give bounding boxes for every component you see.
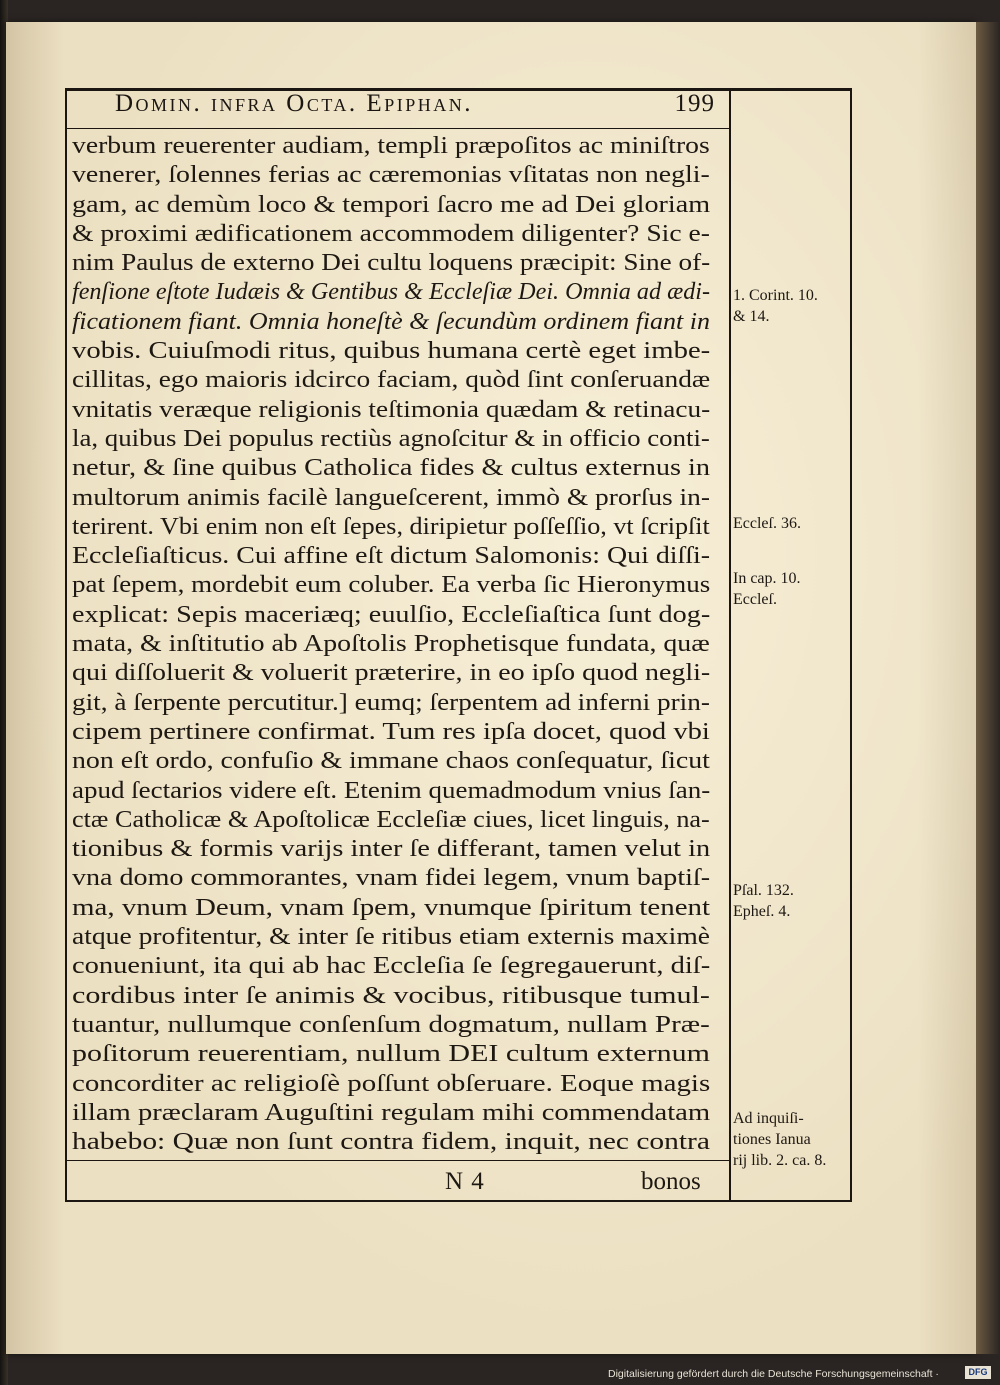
marginal-note-line: In cap. 10.	[733, 570, 801, 587]
text-line: git, à ſerpente percutitur.] eumq; ſerpentem ad inferni prin-	[72, 688, 710, 716]
text-line: pat ſepem, mordebit eum coluber. Ea verba ſic Hieronymus	[72, 571, 711, 599]
text-line: & proximi ædificationem accommodem diligenter? Sic e-	[72, 219, 710, 247]
text-line: concorditer ac religioſè poſſunt obſeruare. Eoque magis	[72, 1069, 711, 1097]
text-line: ctæ Catholicæ & Apoſtolicæ Eccleſiæ ciues, licet linguis, na-	[72, 805, 710, 833]
marginal-note-line: Eccleſ.	[733, 591, 777, 608]
marginal-note	[733, 568, 863, 610]
signature-mark: N 4	[445, 1168, 485, 1195]
text-line: mata, & inſtitutio ab Apoſtolis Prophetisque fundata, quæ	[72, 630, 710, 658]
text-line: conueniunt, ita qui ab hac Eccleſia ſe ſegregauerunt, diſ-	[72, 952, 711, 980]
text-line: apud ſectarios videre eſt. Etenim quemadmodum vnius ſan-	[72, 776, 711, 804]
text-line: la, quibus Dei populus rectiùs agnoſcitur & in officio conti-	[72, 424, 710, 452]
funding-credit: Digitalisierung gefördert durch die Deutsche Forschungsgemeinschaft ·	[608, 1368, 939, 1380]
text-line: vnitatis veræque religionis teſtimonia quædam & retinacu-	[72, 395, 711, 423]
marginal-note-line: Ad inquiſi-	[733, 1110, 804, 1127]
right-frame-rule	[850, 88, 852, 1202]
text-bottom-rule	[65, 1160, 730, 1161]
marginal-note	[733, 1108, 863, 1171]
text-line: cordibus inter ſe animis & vocibus, ritibusque tumul-	[72, 981, 710, 1009]
text-line: ma, vnum Deum, vnam ſpem, vnumque ſpiritum tenent	[72, 893, 711, 921]
running-header	[115, 90, 715, 126]
text-line: netur, & ſine quibus Catholica fides & cultus externus in	[72, 454, 711, 482]
text-line: cillitas, ego maioris idcirco faciam, quòd ſint conſeruandæ	[72, 366, 711, 394]
marginal-note	[733, 513, 863, 534]
marginal-note	[733, 880, 863, 922]
bottom-rule	[65, 1200, 850, 1202]
main-text-column	[72, 131, 712, 1156]
text-line: multorum animis facilè langueſcerent, immò & prorſus in-	[72, 483, 711, 511]
text-line: Eccleſiaſticus. Cui affine eſt dictum Salomonis: Qui diſſi-	[72, 542, 711, 570]
text-line: tuantur, nullumque conſenſum dogmatum, nullam Præ-	[72, 1010, 710, 1038]
text-line: non eſt ordo, confuſio & immane chaos conſequatur, ſicut	[72, 747, 710, 775]
text-line: qui diſſoluerit & voluerit præterire, in eo ipſo quod negli-	[72, 659, 711, 687]
text-line: tionibus & formis varijs inter ſe differant, tamen velut in	[72, 835, 711, 863]
marginal-note-line: Eccleſ. 36.	[733, 515, 801, 532]
marginal-note-line: 1. Corint. 10.	[733, 287, 818, 304]
page-number: 199	[674, 90, 715, 117]
marginal-note-line: & 14.	[733, 308, 770, 325]
text-line: ficationem fiant. Omnia honeſtè & ſecundùm ordinem fiant in	[72, 307, 710, 335]
text-line: gam, ac demùm loco & tempori ſacro me ad Dei gloriam	[72, 190, 711, 218]
page-edge	[976, 22, 1000, 1354]
text-line: vna domo commorantes, vnam fidei legem, vnum baptiſ-	[72, 864, 711, 892]
text-line: vobis. Cuiuſmodi ritus, quibus humana certè eget imbe-	[72, 337, 711, 365]
text-line: venerer, ſolennes ferias ac cæremonias vſitatas non negli-	[72, 161, 710, 189]
text-line: verbum reuerenter audiam, templi præpoſitos ac miniſtros	[72, 132, 710, 159]
text-line: poſitorum reuerentiam, nullum DEI cultum externum	[72, 1040, 710, 1068]
header-rule	[65, 128, 730, 129]
text-line: terirent. Vbi enim non eſt ſepes, diripietur poſſeſſio, vt ſcripſit	[72, 512, 710, 540]
column-divider-rule	[729, 88, 731, 1202]
dfg-logo: DFG	[965, 1366, 991, 1379]
text-line: fenſione eſtote Iudæis & Gentibus & Eccleſiæ Dei. Omnia ad ædi-	[72, 278, 711, 306]
marginal-note-line: Pſal. 132.	[733, 882, 794, 899]
marginal-note-line: tiones Ianua	[733, 1131, 811, 1148]
text-line: habebo: Quæ non ſunt contra fidem, inquit, nec contra	[72, 1128, 710, 1156]
marginal-note-line: Epheſ. 4.	[733, 903, 791, 920]
marginal-note-line: rij lib. 2. ca. 8.	[733, 1152, 827, 1169]
left-frame-rule	[65, 88, 67, 1202]
catchword: bonos	[641, 1168, 701, 1195]
marginal-note	[733, 285, 863, 327]
text-line: illam præclaram Auguſtini regulam mihi commendatam	[72, 1098, 711, 1126]
text-line: atque profitentur, & inter ſe ritibus etiam externis maximè	[72, 923, 711, 951]
text-line: nim Paulus de externo Dei cultu loquens præcipit: Sine of-	[72, 249, 711, 277]
text-line: cipem pertinere confirmat. Tum res ipſa docet, quod vbi	[72, 717, 710, 745]
running-title: Domin. infra Octa. Epiphan.	[115, 90, 473, 117]
text-line: explicat: Sepis maceriæq; euulſio, Eccleſiaſtica ſunt dog-	[72, 600, 711, 628]
